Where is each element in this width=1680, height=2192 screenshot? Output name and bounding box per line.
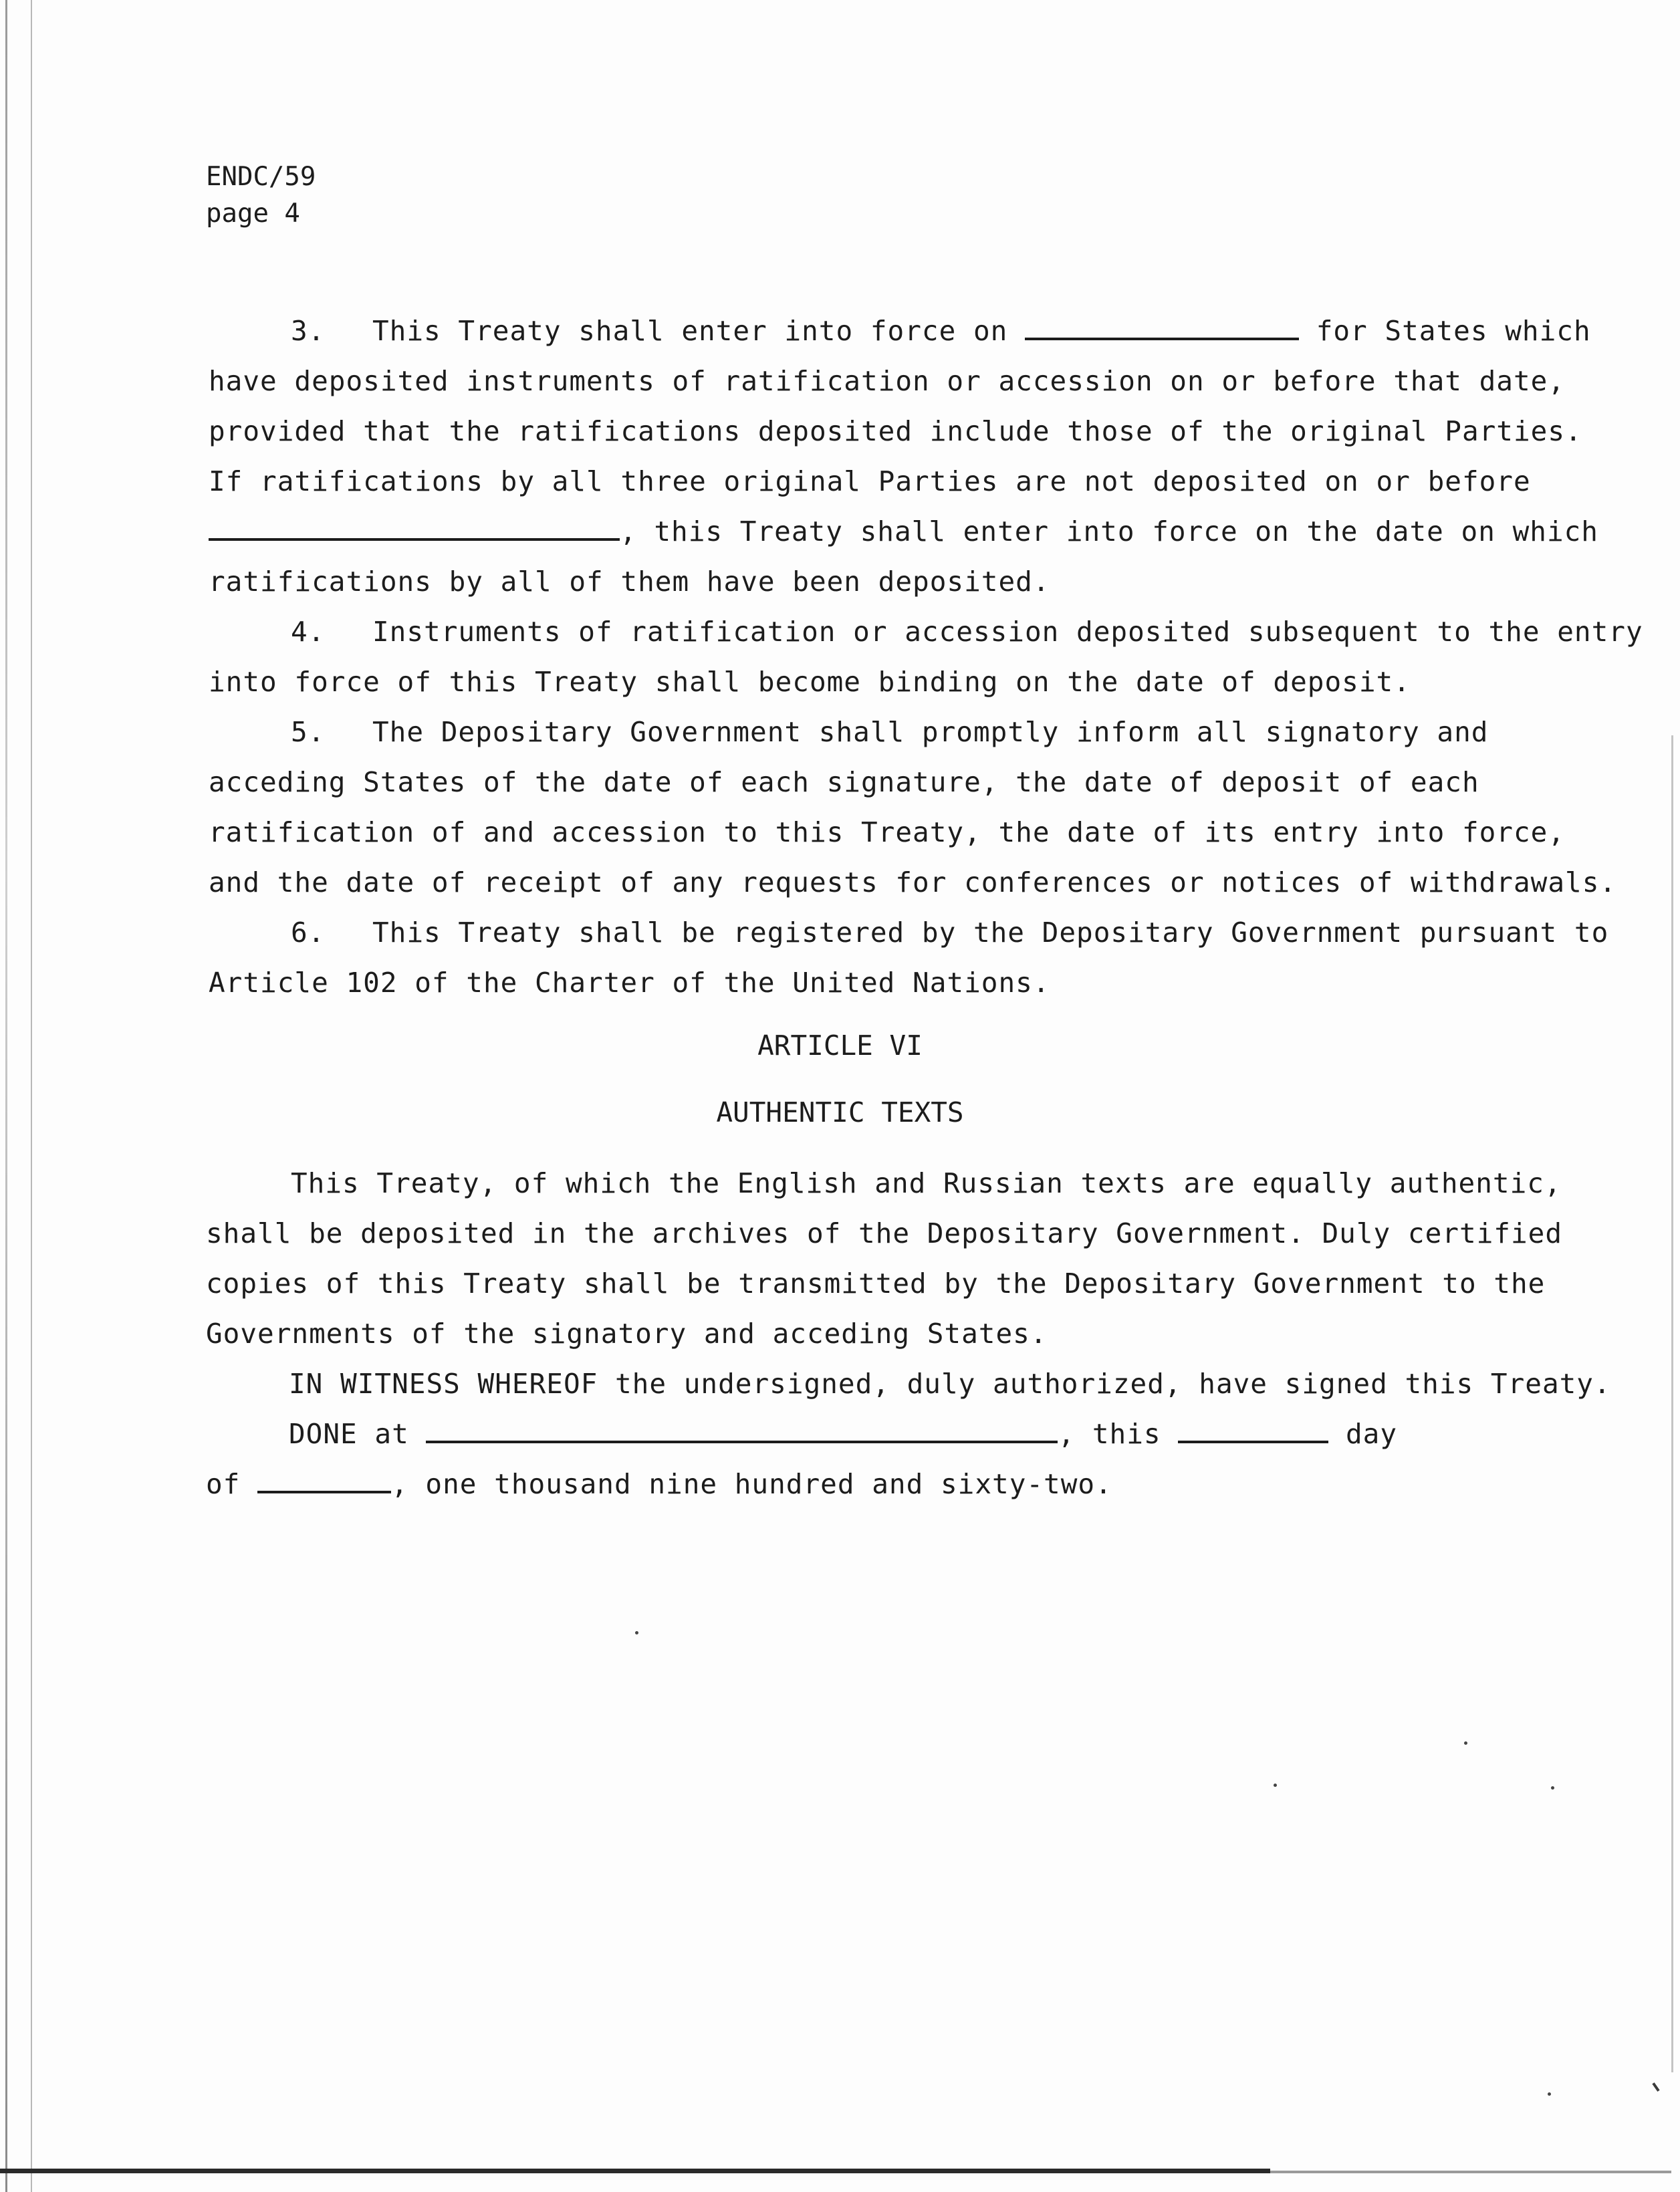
para6-number: 6.	[291, 917, 326, 949]
para4-line2: into force of this Treaty shall become binding on the date of deposit.	[209, 666, 1411, 698]
para3-line1-end: for States which	[1316, 315, 1591, 347]
article-heading: ARTICLE VI	[757, 1029, 923, 1062]
authentic-line4: Governments of the signatory and acceding States.	[206, 1318, 1048, 1350]
scan-speck	[1551, 1786, 1554, 1790]
day-label: day	[1345, 1418, 1398, 1450]
page-number: page 4	[206, 199, 300, 229]
para3-line6: ratifications by all of them have been deposited.	[209, 566, 1050, 598]
scan-speck	[1464, 1741, 1467, 1745]
para5-number: 5.	[291, 716, 326, 748]
para3-line5-text: , this Treaty shall enter into force on the date on which	[620, 515, 1598, 547]
para5-line1-text: The Depositary Government shall promptly inform all signatory and	[372, 716, 1489, 748]
para4-line1-text: Instruments of ratification or accession deposited subsequent to the entry	[372, 616, 1643, 648]
para5-line1	[291, 707, 1488, 757]
para5-line2: acceding States of the date of each signature, the date of deposit of each	[209, 766, 1479, 798]
para3-line3: provided that the ratifications deposited include those of the original Parties.	[209, 415, 1582, 447]
scan-edge-right	[1671, 735, 1673, 2072]
scan-speck	[1548, 2092, 1551, 2096]
place-blank	[426, 1421, 1058, 1443]
of-label: of	[206, 1468, 241, 1500]
para3-line2: have deposited instruments of ratification or accession on or before that date,	[209, 365, 1566, 397]
scan-edge-bottom-fade	[1270, 2171, 1671, 2173]
para3-line1	[291, 306, 1591, 356]
done-at-line	[289, 1409, 1397, 1459]
authentic-line2: shall be deposited in the archives of the Depositary Government. Duly certified	[206, 1217, 1563, 1249]
day-blank	[1178, 1421, 1328, 1443]
para6-line2: Article 102 of the Charter of the United Nations.	[209, 967, 1050, 999]
scan-edge-bottom	[0, 2169, 1270, 2173]
para3-number: 3.	[291, 315, 326, 347]
year-text: , one thousand nine hundred and sixty-two.	[391, 1468, 1112, 1500]
para4-number: 4.	[291, 616, 326, 648]
date-blank-entry-force	[1025, 318, 1299, 340]
para6-line1-text: This Treaty shall be registered by the Depositary Government pursuant to	[372, 917, 1609, 949]
scan-scuff-mark	[1652, 2082, 1659, 2092]
scan-speck	[1274, 1784, 1277, 1787]
month-blank	[257, 1471, 391, 1493]
authentic-line1: This Treaty, of which the English and Russian texts are equally authentic,	[291, 1167, 1562, 1199]
para5-line3: ratification of and accession to this Treaty, the date of its entry into force,	[209, 816, 1566, 848]
scan-speck	[635, 1631, 638, 1634]
date-blank-ratification	[209, 518, 620, 541]
done-at-label: DONE at	[289, 1418, 409, 1450]
document-code: ENDC/59	[206, 162, 316, 192]
of-month-line	[206, 1459, 1112, 1509]
para3-line1-start: This Treaty shall enter into force on	[372, 315, 1008, 347]
para3-line4: If ratifications by all three original Parties are not deposited on or before	[209, 465, 1531, 497]
para3-line5	[209, 507, 1598, 557]
authentic-line3: copies of this Treaty shall be transmitted by the Depositary Government to the	[206, 1267, 1546, 1300]
witness-line: IN WITNESS WHEREOF the undersigned, duly authorized, have signed this Treaty.	[289, 1368, 1611, 1400]
para4-line1	[291, 607, 1643, 657]
this-label: , this	[1058, 1418, 1161, 1450]
para5-line4: and the date of receipt of any requests for conferences or notices of withdrawals.	[209, 866, 1617, 898]
para6-line1	[291, 908, 1608, 958]
article-subheading: AUTHENTIC TEXTS	[716, 1096, 964, 1128]
